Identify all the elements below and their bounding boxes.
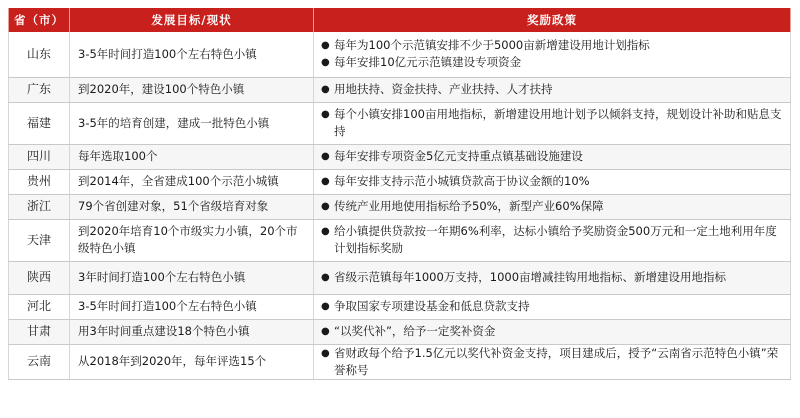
province-cell: 河北 <box>9 294 70 319</box>
bullet-icon: ● <box>321 57 330 69</box>
province-cell: 贵州 <box>9 169 70 194</box>
table-row <box>9 219 791 261</box>
table-row <box>9 294 791 319</box>
policy-cell <box>314 102 791 144</box>
policy-list <box>320 106 784 140</box>
policy-list <box>320 173 784 190</box>
goal-cell: 3-5年时间打造100个左右特色小镇 <box>70 294 314 319</box>
province-cell: 福建 <box>9 102 70 144</box>
policy-item <box>320 54 784 71</box>
province-cell: 陕西 <box>9 261 70 294</box>
province-cell: 甘肃 <box>9 319 70 344</box>
policy-cell <box>314 32 791 77</box>
bullet-icon: ● <box>321 176 330 187</box>
table-row <box>9 194 791 219</box>
bullet-icon: ● <box>321 201 330 212</box>
policy-text: “以奖代补”，给予一定奖补资金 <box>334 324 496 338</box>
policy-text: 传统产业用地使用指标给予50%，新型产业60%保障 <box>334 199 604 213</box>
bullet-icon: ● <box>321 151 330 162</box>
goal-cell: 到2014年，全省建成100个示范小城镇 <box>70 169 314 194</box>
policy-item <box>320 148 784 165</box>
province-cell: 浙江 <box>9 194 70 219</box>
bullet-icon: ● <box>321 326 330 337</box>
header-policy: 奖励政策 <box>314 8 791 32</box>
policy-list <box>320 298 784 315</box>
bullet-icon: ● <box>321 272 330 283</box>
policy-item <box>320 81 784 98</box>
policy-cell <box>314 294 791 319</box>
policy-list <box>320 345 784 379</box>
policy-text: 给小镇提供贷款按一年期6%利率，达标小镇给予奖励资金500万元和一定土地利用年度计划指标奖励 <box>334 224 777 255</box>
policy-cell <box>314 77 791 102</box>
policy-item <box>320 345 784 379</box>
policy-text: 每年安排支持示范小城镇贷款高于协议金额的10% <box>334 174 590 188</box>
goal-cell: 3-5年的培育创建，建成一批特色小镇 <box>70 102 314 144</box>
bullet-icon: ● <box>321 84 330 95</box>
policy-text: 省级示范镇每年1000万支持，1000亩增减挂钩用地指标、新增建设用地指标 <box>334 270 727 284</box>
policy-cell <box>314 219 791 261</box>
bullet-icon: ● <box>321 301 330 312</box>
table-body <box>9 32 791 379</box>
header-province: 省（市） <box>9 8 70 32</box>
policy-item <box>320 106 784 140</box>
policy-list <box>320 223 784 257</box>
province-cell: 天津 <box>9 219 70 261</box>
header-goal: 发展目标/现状 <box>70 8 314 32</box>
policy-table <box>8 8 791 380</box>
table-row <box>9 32 791 77</box>
policy-text: 每年安排10亿元示范镇建设专项资金 <box>334 55 522 70</box>
policy-text: 省财政每个给予1.5亿元以奖代补资金支持，项目建成后，授予“云南省示范特色小镇”荣誉称号 <box>334 345 779 377</box>
policy-item <box>320 223 784 257</box>
goal-cell: 到2020年，建设100个特色小镇 <box>70 77 314 102</box>
goal-cell: 3-5年时间打造100个左右特色小镇 <box>70 32 314 77</box>
policy-text: 每年为100个示范镇安排不少于5000亩新增建设用地计划指标 <box>334 38 650 53</box>
policy-cell <box>314 194 791 219</box>
policy-list <box>320 148 784 165</box>
policy-text: 用地扶持、资金扶持、产业扶持、人才扶持 <box>334 82 553 96</box>
policy-cell <box>314 319 791 344</box>
policy-list <box>320 198 784 215</box>
policy-item <box>320 198 784 215</box>
table-row <box>9 102 791 144</box>
policy-item <box>320 298 784 315</box>
policy-item <box>320 173 784 190</box>
goal-cell: 从2018年到2020年，每年评选15个 <box>70 344 314 379</box>
policy-text: 每年安排专项资金5亿元支持重点镇基础设施建设 <box>334 149 583 163</box>
policy-text: 争取国家专项建设基金和低息贷款支持 <box>334 299 530 313</box>
policy-list <box>320 81 784 98</box>
table-row <box>9 344 791 379</box>
policy-cell <box>314 144 791 169</box>
policy-item <box>320 323 784 340</box>
table-row <box>9 319 791 344</box>
bullet-icon: ● <box>321 109 330 120</box>
goal-cell: 到2020年培育10个市级实力小镇，20个市级特色小镇 <box>70 219 314 261</box>
goal-cell: 用3年时间重点建设18个特色小镇 <box>70 319 314 344</box>
province-cell: 云南 <box>9 344 70 379</box>
bullet-icon: ● <box>321 40 330 52</box>
policy-item <box>320 37 784 54</box>
goal-cell: 3年时间打造100个左右特色小镇 <box>70 261 314 294</box>
table-row <box>9 261 791 294</box>
policy-list <box>320 37 784 71</box>
policy-cell <box>314 169 791 194</box>
bullet-icon: ● <box>321 347 330 359</box>
province-cell: 四川 <box>9 144 70 169</box>
province-cell: 山东 <box>9 32 70 77</box>
policy-cell <box>314 344 791 379</box>
policy-item <box>320 269 784 286</box>
table-row <box>9 144 791 169</box>
policy-list <box>320 323 784 340</box>
table-header-row <box>9 8 791 32</box>
policy-list <box>320 269 784 286</box>
policy-text: 每个小镇安排100亩用地指标，新增建设用地计划予以倾斜支持，规划设计补助和贴息支持 <box>334 107 782 138</box>
policy-table-container <box>8 8 790 380</box>
policy-cell <box>314 261 791 294</box>
table-row <box>9 77 791 102</box>
bullet-icon: ● <box>321 226 330 237</box>
goal-cell: 79个省创建对象，51个省级培育对象 <box>70 194 314 219</box>
goal-cell: 每年选取100个 <box>70 144 314 169</box>
province-cell: 广东 <box>9 77 70 102</box>
table-row <box>9 169 791 194</box>
